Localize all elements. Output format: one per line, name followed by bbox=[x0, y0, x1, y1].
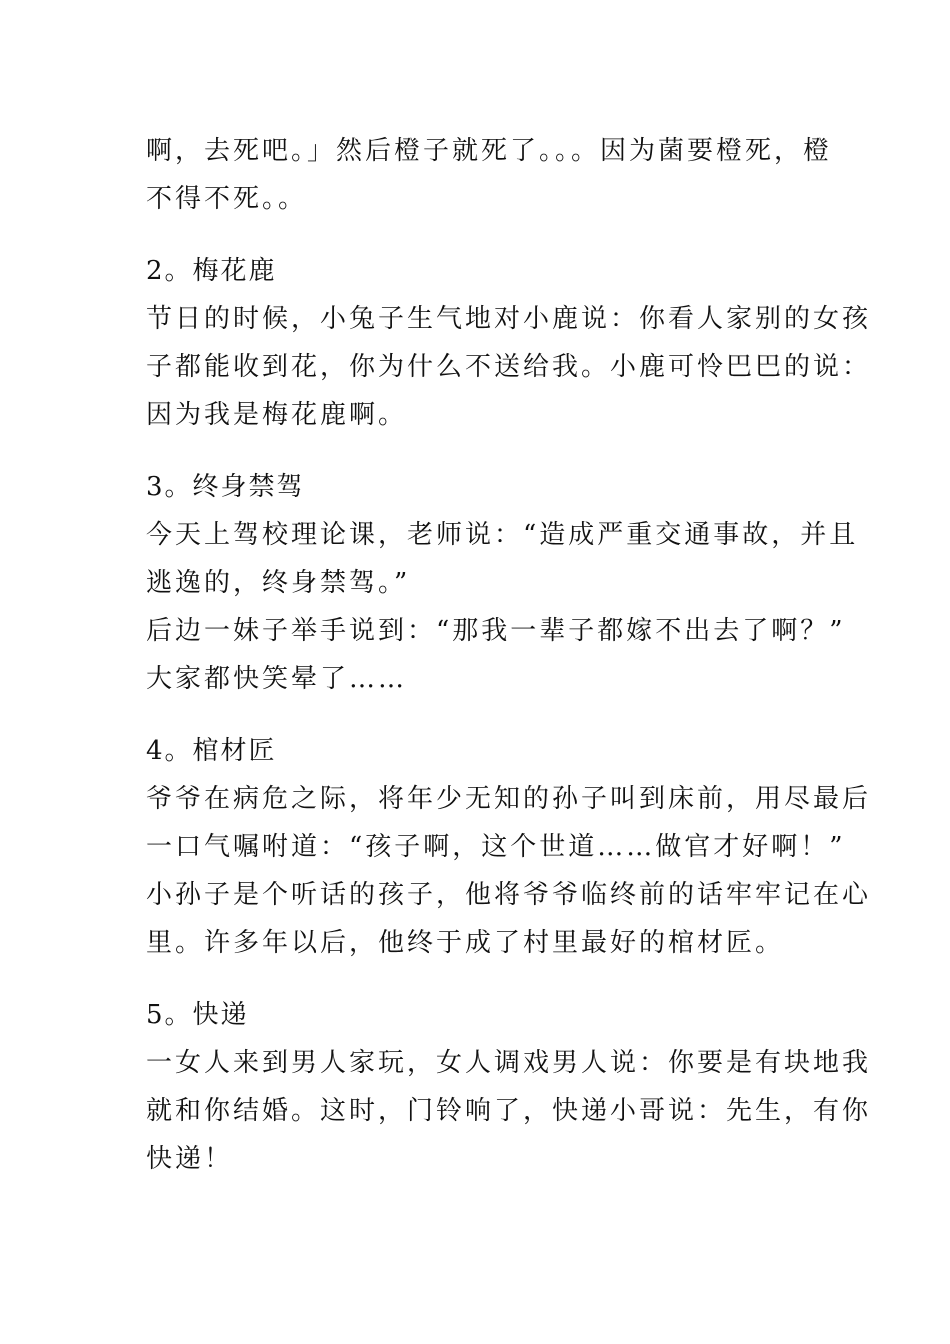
paragraph-line: 不得不死。。 bbox=[146, 184, 308, 214]
section-2 bbox=[146, 247, 872, 439]
paragraph-line: 节日的时候，小兔子生气地对小鹿说：你看人家别的女孩 bbox=[146, 304, 872, 334]
paragraph-line: 一女人来到男人家玩，女人调戏男人说：你要是有块地我 bbox=[146, 1048, 872, 1078]
section-heading: 4。棺材匠 bbox=[146, 736, 277, 766]
document-page bbox=[146, 127, 872, 1183]
section-heading: 2。梅花鹿 bbox=[146, 256, 277, 286]
paragraph-line: 逃逸的，终身禁驾。” bbox=[146, 568, 411, 598]
section-3 bbox=[146, 463, 859, 703]
paragraph-line: 今天上驾校理论课，老师说：“造成严重交通事故，并且 bbox=[146, 520, 859, 550]
paragraph-line: 因为我是梅花鹿啊。 bbox=[146, 400, 408, 430]
paragraph-line: 小孙子是个听话的孩子，他将爷爷临终前的话牢牢记在心 bbox=[146, 880, 872, 910]
paragraph-line: 子都能收到花，你为什么不送给我。小鹿可怜巴巴的说： bbox=[146, 352, 872, 382]
section-4 bbox=[146, 727, 872, 967]
paragraph-line: 里。许多年以后，他终于成了村里最好的棺材匠。 bbox=[146, 928, 785, 958]
paragraph-line: 快递！ bbox=[146, 1144, 234, 1174]
paragraph-line: 后边一妹子举手说到：“那我一辈子都嫁不出去了啊？” bbox=[146, 616, 846, 646]
section-heading: 5。快递 bbox=[146, 1000, 249, 1030]
paragraph-line: 一口气嘱咐道：“孩子啊，这个世道……做官才好啊！” bbox=[146, 832, 846, 862]
section-heading: 3。终身禁驾 bbox=[146, 472, 305, 502]
section-1 bbox=[146, 127, 833, 223]
section-5 bbox=[146, 991, 872, 1183]
paragraph-line: 就和你结婚。这时，门铃响了，快递小哥说：先生，有你 bbox=[146, 1096, 872, 1126]
paragraph-line: 啊，去死吧。」然后橙子就死了。。。因为菌要橙死，橙 bbox=[146, 136, 833, 166]
paragraph-line: 爷爷在病危之际，将年少无知的孙子叫到床前，用尽最后 bbox=[146, 784, 872, 814]
paragraph-line: 大家都快笑晕了…… bbox=[146, 664, 408, 694]
